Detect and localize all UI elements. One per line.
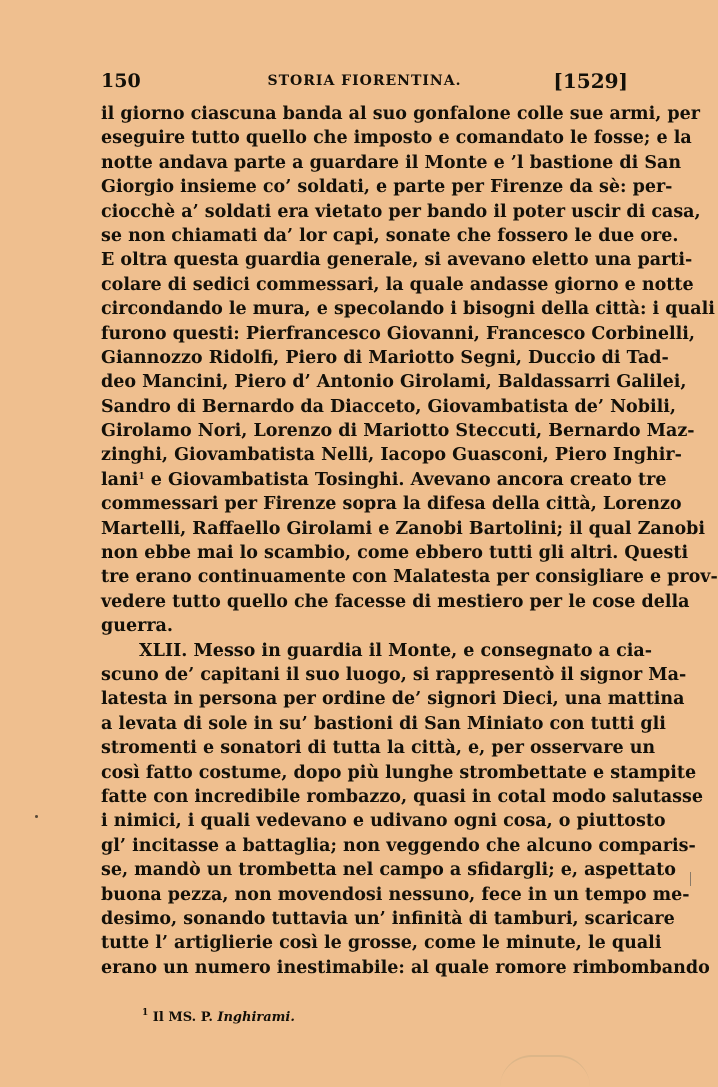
text-line: zinghi, Giovambatista Nelli, Iacopo Guasconi, Piero Inghir- xyxy=(101,445,682,466)
text-line: non ebbe mai lo scambio, come ebbero tutti gli altri. Questi xyxy=(101,543,689,564)
text-line: se, mandò un trombetta nel campo a sfidargli; e, aspettato xyxy=(101,860,676,881)
footnote-marker: 1 xyxy=(142,1008,149,1018)
page-header xyxy=(101,70,628,98)
year-marker: [1529] xyxy=(553,69,628,93)
text-line: a levata di sole in su’ bastioni di San Miniato con tutti gli xyxy=(101,713,666,734)
text-line: erano un numero inestimabile: al quale romore rimbombando xyxy=(101,957,710,978)
stray-ink-dot xyxy=(35,815,38,818)
text-line: fatte con incredibile rombazzo, quasi in cotal modo salutasse xyxy=(101,786,704,807)
text-line: se non chiamati da’ lor capi, sonate che fossero le due ore. xyxy=(101,225,679,246)
page-number: 150 xyxy=(101,70,141,92)
text-line: E oltra questa guardia generale, si avevano eletto una parti- xyxy=(101,250,693,271)
text-line: commessari per Firenze sopra la difesa della città, Lorenzo xyxy=(101,494,682,515)
line-text-end: e Giovambatista Tosinghi. Avevano ancora creato tre xyxy=(144,469,667,490)
text-line: colare di sedici commessari, la quale andasse giorno e notte xyxy=(101,274,694,295)
text-line: Giorgio insieme co’ soldati, e parte per Firenze da sè: per- xyxy=(101,177,673,198)
text-line: vedere tutto quello che facesse di mestiero per le cose della xyxy=(101,591,690,612)
text-line: stromenti e sonatori di tutta la città, e, per osservare un xyxy=(101,738,656,759)
footnote xyxy=(142,1010,295,1025)
text-line: Giannozzo Ridolfi, Piero di Mariotto Segni, Duccio di Tad- xyxy=(101,347,669,368)
text-line: scuno de’ capitani il suo luogo, si rappresentò il signor Ma- xyxy=(101,664,687,685)
paragraph-end-line: guerra. xyxy=(101,616,173,637)
text-line: Martelli, Raffaello Girolami e Zanobi Bartolini; il qual Zanobi xyxy=(101,518,706,539)
text-line: tutte l’ artiglierie così le grosse, come le minute, le quali xyxy=(101,933,662,954)
text-line: gl’ incitasse a battaglia; non veggendo che alcuno comparis- xyxy=(101,835,696,856)
text-line: latesta in persona per ordine de’ signori Dieci, una mattina xyxy=(101,689,685,710)
text-line: ciocchè a’ soldati era vietato per bando il poter uscir di casa, xyxy=(101,201,701,222)
text-line: circondando le mura, e specolando i bisogni della città: i quali xyxy=(101,299,715,320)
text-line: così fatto costume, dopo più lunghe strombettate e stampite xyxy=(101,762,697,783)
line-text-start: lani xyxy=(101,469,139,490)
section-heading-line: XLII. Messo in guardia il Monte, e consegnato a cia- xyxy=(139,640,653,661)
text-line: i nimici, i quali vedevano e udivano ogni cosa, o piuttosto xyxy=(101,811,666,832)
scan-watermark-fragment xyxy=(500,1055,590,1087)
text-line: Sandro di Bernardo da Diacceto, Giovambatista de’ Nobili, xyxy=(101,396,677,417)
body-text xyxy=(101,102,718,980)
text-line: il giorno ciascuna banda al suo gonfalone colle sue armi, per xyxy=(101,104,700,124)
footnote-italic-name: Inghirami. xyxy=(217,1010,295,1025)
text-line: furono questi: Pierfrancesco Giovanni, Francesco Corbinelli, xyxy=(101,323,696,344)
text-line-with-footnote-ref xyxy=(101,468,667,492)
footnote-reference: 1 xyxy=(138,471,145,482)
text-line: Girolamo Nori, Lorenzo di Mariotto Steccuti, Bernardo Maz- xyxy=(101,421,695,442)
text-line: notte andava parte a guardare il Monte e ’l bastione di San xyxy=(101,152,682,173)
text-line: buona pezza, non movendosi nessuno, fece in un tempo me- xyxy=(101,884,690,905)
text-line: desimo, sonando tuttavia un’ infinità di tamburi, scaricare xyxy=(101,908,675,929)
text-line: eseguire tutto quello che imposto e comandato le fosse; e la xyxy=(101,128,692,149)
page-edge-mark xyxy=(690,872,691,886)
running-title: STORIA FIORENTINA. xyxy=(267,73,462,89)
text-line: tre erano continuamente con Malatesta per consigliare e prov- xyxy=(101,567,718,588)
text-line: deo Mancini, Piero d’ Antonio Girolami, Baldassarri Galilei, xyxy=(101,372,687,393)
footnote-text: Il MS. P. xyxy=(148,1010,218,1025)
